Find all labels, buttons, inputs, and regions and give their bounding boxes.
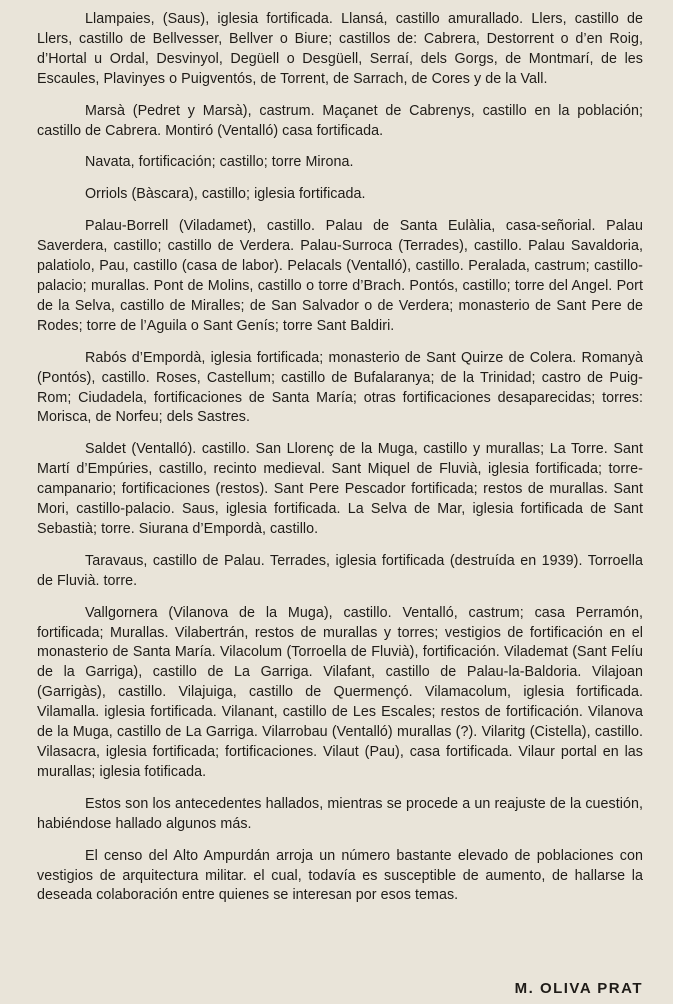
paragraph-palau-borrell: Palau-Borrell (Viladamet), castillo. Palau de Santa Eulàlia, casa-señorial. Palau Saverdera, castillo; castillo de Verdera. Palau-Surroca (Terrades), castillo. Palau Savaldoria, palatiolo, Pau, castillo (casa de labor). Pelacals (Ventalló), castillo. Peralada, castrum; castillo-palacio; murallas. Pont de Molins, castillo o torre d’Brach. Pontós, castillo; torre del Angel. Port de la Selva, castillo de Miralles; de San Salvador o de Verdera; monasterio de Sant Pere de Rodes; torre de l’Aguila o Sant Genís; torre Sant Baldiri. <box>37 218 643 334</box>
paragraph-vallgornera: Vallgornera (Vilanova de la Muga), castillo. Ventalló, castrum; casa Perramón, fortificada; Murallas. Vilabertrán, restos de murallas y torres; vestigios de fortificación en el monasterio de Santa María. Vilacolum (Torroella de Fluvià), fortificación. Vilademat (Sant Felíu de la Garriga), castillo de La Garriga. Vilafant, castillo de Palau-la-Baldoria. Vilajoan (Garrigàs), castillo. Vilajuiga, castillo de Quermençó. Vilamacolum, iglesia fortificada. Vilamalla. iglesia fortificada. Vilanant, castillo de Les Escales; restos de fortificación. Vilanova de la Muga, castillo de La Garriga. Vilarrobau (Ventalló) murallas (?). Vilaritg (Cistella), castillo. Vilasacra, iglesia fortificada; fortificaciones. Vilaut (Pau), casa fortificada. Vilaur portal en las murallas; iglesia fotificada. <box>37 604 643 780</box>
paragraph-llampaies: Llampaies, (Saus), iglesia fortificada. Llansá, castillo amurallado. Llers, castillo de Llers, castillo de Bellvesser, Bellver o Biure; castillos de: Cabrera, Destorrent o d’en Roig, d’Hortal u Ordal, Desvinyol, Degüell o Desgüell, Serraí, dels Gorgs, de Montmarí, de les Escaules, Plavinyes o Puigventós, de Torrent, de Sarrach, de Cores y de la Vall. <box>37 11 643 87</box>
paragraph-navata: Navata, fortificación; castillo; torre Mirona. <box>85 154 354 171</box>
author-signature: M. OLIVA PRAT <box>514 980 643 997</box>
paragraph-rabos: Rabós d’Empordà, iglesia fortificada; monasterio de Sant Quirze de Colera. Romanyà (Pontós), castillo. Roses, Castellum; castillo de Bufalaranya; de la Trinidad; castro de Puig-Rom; Ciudadela, fortificaciones de Santa María; otras fortificaciones desaparecidas; torres: Morisca, de Norfeu; dels Sastres. <box>37 349 643 426</box>
paragraph-saldet: Saldet (Ventalló). castillo. San Llorenç de la Muga, castillo y murallas; La Torre. Sant Martí d’Empúries, castillo, recinto medieval. Sant Miquel de Fluvià, iglesia fortificada; torre-campanario; fortificaciones (restos). Sant Pere Pescador fortificada; restos de murallas. Sant Mori, castillo-palacio. Saus, iglesia fortificada. La Selva de Mar, iglesia fortificada de Sant Sebastià; torre. Siurana d’Empordà, castillo. <box>37 441 643 537</box>
paragraph-marsa: Marsà (Pedret y Marsà), castrum. Maçanet de Cabrenys, castillo en la población; castillo de Cabrera. Montiró (Ventalló) casa fortificada. <box>37 102 643 139</box>
paragraph-taravaus: Taravaus, castillo de Palau. Terrades, iglesia fortificada (destruída en 1939). Torroella de Fluvià. torre. <box>37 552 643 589</box>
paragraph-orriols: Orriols (Bàscara), castillo; iglesia fortificada. <box>85 186 366 203</box>
paragraph-antecedentes: Estos son los antecedentes hallados, mientras se procede a un reajuste de la cuestión, habiéndose hallado algunos más. <box>37 795 643 832</box>
paragraph-censo: El censo del Alto Ampurdán arroja un número bastante elevado de poblaciones con vestigios de arquitectura militar. el cual, todavía es susceptible de aumento, de hallarse la deseada colaboración entre quienes se interesan por esos temas. <box>37 847 643 904</box>
